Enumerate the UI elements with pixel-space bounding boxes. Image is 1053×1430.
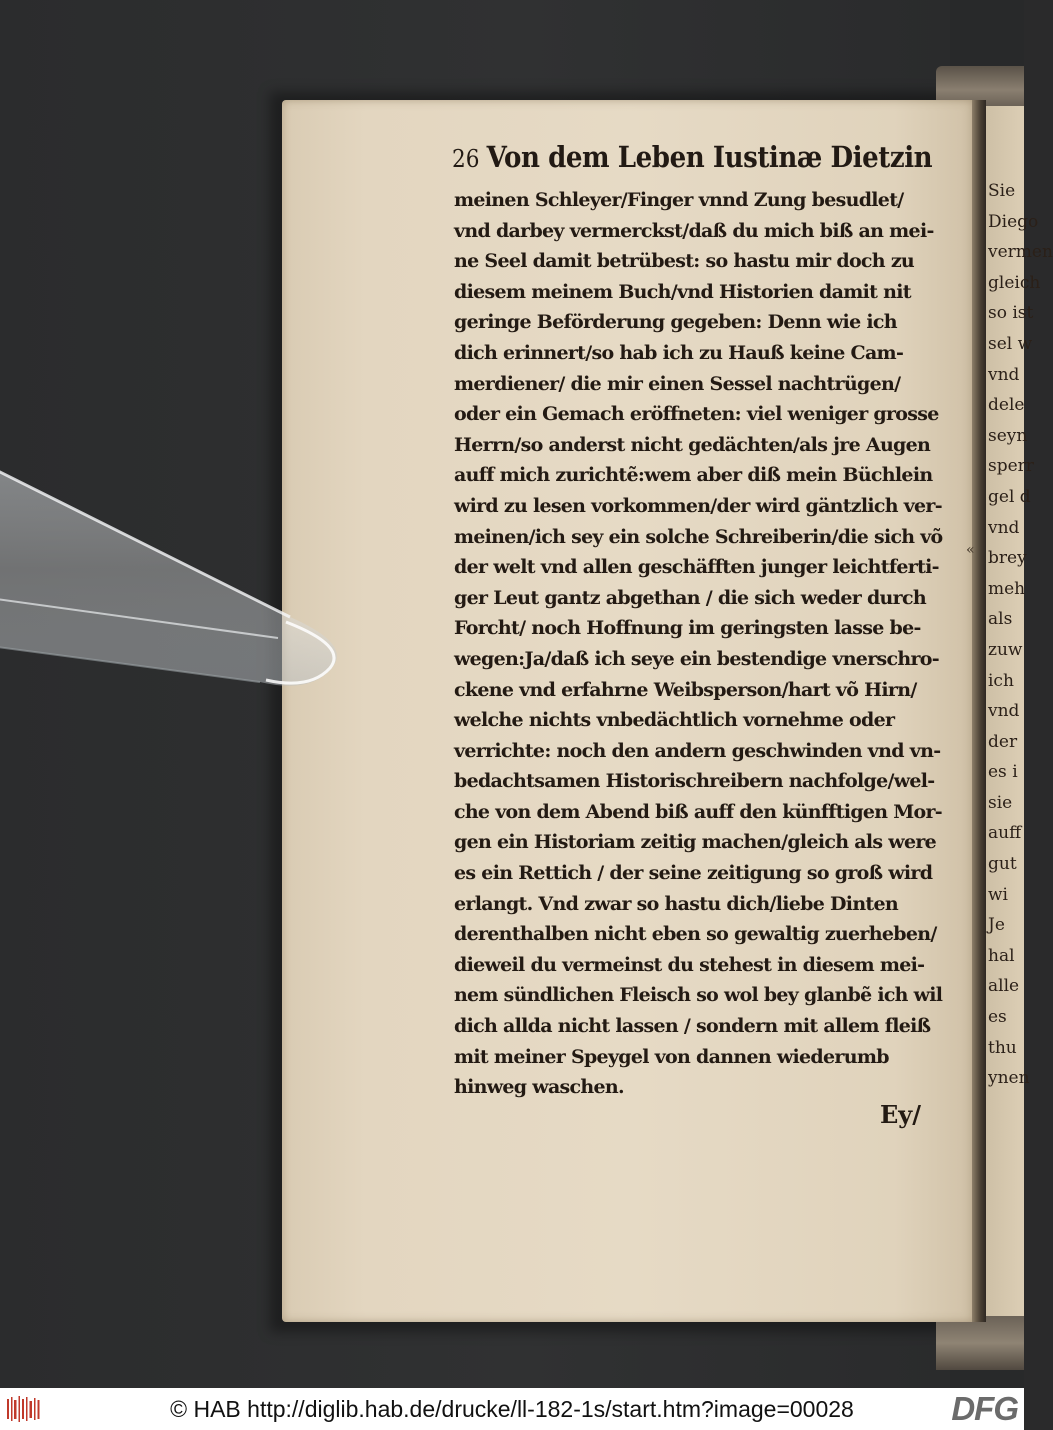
- facing-page-fragment: gleich: [988, 272, 1041, 293]
- facing-page-fragment: alle: [988, 976, 1020, 997]
- facing-page-fragment: Diego: [988, 211, 1039, 232]
- source-citation: © HAB http://diglib.hab.de/drucke/ll-182-1s/start.htm?image=00028: [170, 1396, 854, 1422]
- facing-page-fragment: als: [988, 609, 1013, 630]
- text-line: Herrn/so anderst nicht gedächten/als jre Augen: [454, 433, 931, 456]
- text-line: welche nichts vnbedächtlich vornehme oder: [454, 709, 895, 732]
- folio-number: 26: [452, 145, 480, 173]
- facing-page-fragment: vnd: [988, 701, 1020, 722]
- text-line: Forcht/ noch Hoffnung im geringsten lasse be-: [454, 617, 921, 640]
- text-line: wegen:Ja/daß ich seye ein bestendige vnerschro-: [454, 647, 939, 670]
- facing-page-fragment: Je: [988, 915, 1005, 936]
- text-line: merdiener/ die mir einen Sessel nachtrügen/: [454, 372, 901, 395]
- facing-page-fragment: gel d: [988, 486, 1031, 507]
- facing-page-fragment: gut: [988, 854, 1017, 875]
- facing-page-fragment: vermen: [988, 242, 1053, 263]
- text-line: meinen/ich sey ein solche Schreiberin/die sich võ: [454, 525, 943, 548]
- facing-page-fragment: sperr: [988, 456, 1034, 477]
- facing-page-fragment: zuw: [988, 639, 1023, 660]
- text-line: ckene vnd erfahrne Weibsperson/hart võ Hirn/: [454, 678, 917, 701]
- facing-page-text: [988, 176, 1053, 1094]
- facing-page-fragment: es i: [988, 762, 1018, 783]
- text-line: mit meiner Speygel von dannen wiederumb: [454, 1045, 889, 1068]
- glass-page-weight: [0, 432, 380, 712]
- text-line: bedachtsamen Historischreibern nachfolge/wel-: [454, 770, 935, 793]
- text-line: meinen Schleyer/Finger vnnd Zung besudlet/: [454, 189, 904, 211]
- text-line: dich erinnert/so hab ich zu Hauß keine Cam-: [454, 341, 904, 364]
- text-line: gen ein Historiam zeitig machen/gleich als were: [454, 831, 937, 854]
- facing-page-fragment: seyn: [988, 425, 1028, 446]
- page-body-text: [454, 185, 942, 1103]
- facing-page-fragment: vnd: [988, 364, 1020, 385]
- text-line: ger Leut gantz abgethan / die sich weder durch: [454, 586, 926, 609]
- facing-page-fragment: vnd: [988, 517, 1020, 538]
- facing-page-fragment: auff: [988, 823, 1022, 844]
- text-line: es ein Rettich / der seine zeitigung so groß wird: [454, 862, 933, 885]
- text-line: diesem meinem Buch/vnd Historien damit nit: [454, 280, 911, 303]
- facing-page-fragment: sie: [988, 792, 1013, 813]
- text-line: verrichte: noch den andern geschwinden vnd vn-: [454, 739, 941, 762]
- text-line: che von dem Abend biß auff den künfftigen Mor-: [454, 800, 942, 823]
- margin-mark: «: [966, 542, 975, 558]
- footer-bar: [0, 1388, 1024, 1430]
- text-line: wird zu lesen vorkommen/der wird gäntzlich ver-: [454, 494, 942, 517]
- text-line: erlangt. Vnd zwar so hastu dich/liebe Dinten: [454, 892, 899, 915]
- facing-page-fragment: dele: [988, 395, 1025, 416]
- text-line: derenthalben nicht eben so gewaltig zuerheben/: [454, 923, 937, 946]
- text-line: dieweil du vermeinst du stehest in diesem mei-: [454, 953, 925, 976]
- text-line: geringe Beförderung gegeben: Denn wie ich: [454, 311, 897, 334]
- catchword: Ey/: [880, 1100, 922, 1129]
- text-line: hinweg waschen.: [454, 1076, 624, 1099]
- text-line: der welt vnd allen geschäfften junger leichtferti-: [454, 556, 939, 579]
- facing-page-fragment: es: [988, 1007, 1007, 1028]
- facing-page-fragment: der: [988, 731, 1018, 752]
- page-header: [452, 140, 933, 180]
- facing-page-fragment: brey: [988, 548, 1027, 569]
- page-gutter: [972, 100, 986, 1322]
- text-line: nem sündlichen Fleisch so wol bey glanbẽ ich wil: [454, 984, 943, 1007]
- running-head: Von dem Leben Iustinæ Dietzin: [486, 140, 933, 174]
- facing-page-fragment: Sie: [988, 181, 1016, 201]
- text-line: vnd darbey vermerckst/daß du mich biß an mei-: [454, 219, 934, 242]
- text-line: oder ein Gemach eröffneten: viel weniger grosse: [454, 403, 939, 426]
- facing-page-fragment: so ist: [988, 303, 1034, 324]
- binding-bottom: [936, 1316, 1024, 1370]
- facing-page-fragment: thu: [988, 1037, 1017, 1058]
- facing-page-fragment: hal: [988, 945, 1015, 966]
- facing-page-fragment: ich: [988, 670, 1014, 691]
- text-line: ne Seel damit betrübest: so hastu mir doch zu: [454, 250, 915, 273]
- dfg-logo: DFG: [951, 1390, 1018, 1427]
- facing-page-fragment: meh: [988, 578, 1026, 599]
- text-line: dich allda nicht lassen / sondern mit allem fleiß: [454, 1015, 931, 1038]
- facing-page-fragment: wi: [988, 884, 1008, 905]
- facing-page-fragment: sel w: [988, 333, 1033, 354]
- facing-page-fragment: ynen: [988, 1068, 1030, 1089]
- text-line: auff mich zurichtẽ:wem aber diß mein Büchlein: [454, 464, 933, 487]
